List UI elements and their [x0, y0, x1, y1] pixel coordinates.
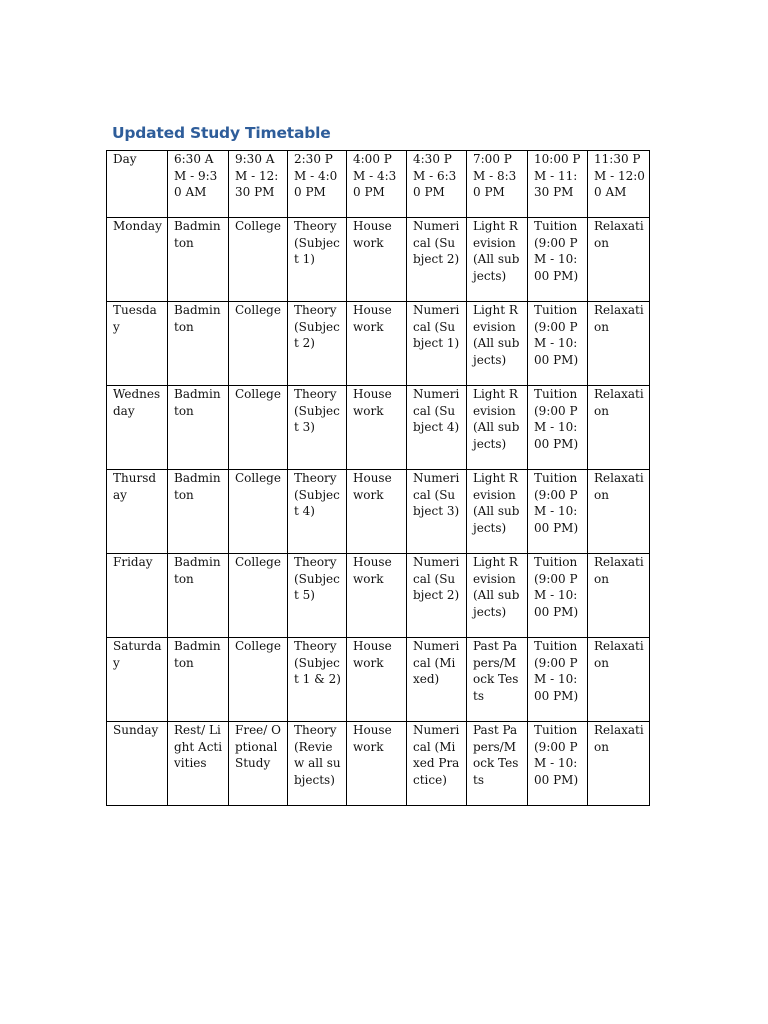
table-cell: Relaxation [588, 386, 650, 470]
table-cell: Numerical (Subject 3) [407, 470, 467, 554]
table-cell: Theory (Subject 4) [288, 470, 347, 554]
study-timetable [106, 150, 650, 806]
header-cell-day: Day [107, 151, 168, 218]
table-cell: Numerical (Subject 2) [407, 218, 467, 302]
table-cell: Numerical (Subject 2) [407, 554, 467, 638]
table-cell: College [229, 218, 288, 302]
table-cell: Light Revision (All subjects) [467, 554, 528, 638]
header-cell-slot-6: 7:00 PM - 8:30 PM [467, 151, 528, 218]
table-cell: Tuition (9:00 PM - 10:00 PM) [528, 386, 588, 470]
table-cell: Tuition (9:00 PM - 10:00 PM) [528, 554, 588, 638]
header-cell-slot-4: 4:00 PM - 4:30 PM [347, 151, 407, 218]
table-cell: Free/ Optional Study [229, 722, 288, 806]
table-cell: House work [347, 470, 407, 554]
table-cell: Relaxation [588, 722, 650, 806]
table-row-monday [107, 218, 650, 302]
table-cell: Tuition (9:00 PM - 10:00 PM) [528, 218, 588, 302]
table-cell: Tuition (9:00 PM - 10:00 PM) [528, 722, 588, 806]
table-row-thursday [107, 470, 650, 554]
table-cell: Light Revision (All subjects) [467, 470, 528, 554]
table-cell: Relaxation [588, 638, 650, 722]
day-cell: Saturday [107, 638, 168, 722]
table-cell: College [229, 386, 288, 470]
table-row-tuesday [107, 302, 650, 386]
header-cell-slot-1: 6:30 AM - 9:30 AM [168, 151, 229, 218]
table-cell: Numerical (Subject 1) [407, 302, 467, 386]
table-cell: House work [347, 386, 407, 470]
table-cell: Badminton [168, 470, 229, 554]
table-cell: House work [347, 638, 407, 722]
table-cell: Badminton [168, 638, 229, 722]
day-cell: Monday [107, 218, 168, 302]
header-cell-slot-7: 10:00 PM - 11:30 PM [528, 151, 588, 218]
table-cell: Light Revision (All subjects) [467, 218, 528, 302]
table-cell: Relaxation [588, 470, 650, 554]
day-cell: Sunday [107, 722, 168, 806]
table-cell: College [229, 638, 288, 722]
table-cell: House work [347, 722, 407, 806]
table-cell: College [229, 470, 288, 554]
table-cell: College [229, 302, 288, 386]
table-cell: Light Revision (All subjects) [467, 302, 528, 386]
table-cell: Theory (Subject 3) [288, 386, 347, 470]
table-cell: Relaxation [588, 554, 650, 638]
table-row-sunday [107, 722, 650, 806]
table-cell: Rest/ Light Activities [168, 722, 229, 806]
table-cell: Theory (Subject 1) [288, 218, 347, 302]
table-cell: Badminton [168, 218, 229, 302]
header-cell-slot-3: 2:30 PM - 4:00 PM [288, 151, 347, 218]
table-cell: House work [347, 218, 407, 302]
table-cell: Theory (Subject 2) [288, 302, 347, 386]
table-cell: House work [347, 554, 407, 638]
table-cell: College [229, 554, 288, 638]
table-cell: Numerical (Mixed Practice) [407, 722, 467, 806]
document-title: Updated Study Timetable [112, 124, 331, 142]
header-cell-slot-5: 4:30 PM - 6:30 PM [407, 151, 467, 218]
table-cell: Badminton [168, 386, 229, 470]
table-cell: Badminton [168, 554, 229, 638]
day-cell: Tuesday [107, 302, 168, 386]
table-cell: Tuition (9:00 PM - 10:00 PM) [528, 638, 588, 722]
table-cell: Numerical (Subject 4) [407, 386, 467, 470]
table-cell: House work [347, 302, 407, 386]
day-cell: Wednesday [107, 386, 168, 470]
header-cell-slot-2: 9:30 AM - 12:30 PM [229, 151, 288, 218]
table-cell: Light Revision (All subjects) [467, 386, 528, 470]
table-cell: Tuition (9:00 PM - 10:00 PM) [528, 302, 588, 386]
table-cell: Relaxation [588, 302, 650, 386]
day-cell: Thursday [107, 470, 168, 554]
table-cell: Past Papers/Mock Tests [467, 722, 528, 806]
table-cell: Badminton [168, 302, 229, 386]
table-row-saturday [107, 638, 650, 722]
header-row [107, 151, 650, 218]
table-cell: Relaxation [588, 218, 650, 302]
header-cell-slot-8: 11:30 PM - 12:00 AM [588, 151, 650, 218]
table-cell: Theory (Subject 5) [288, 554, 347, 638]
day-cell: Friday [107, 554, 168, 638]
table-cell: Theory (Subject 1 & 2) [288, 638, 347, 722]
table-row-friday [107, 554, 650, 638]
table-row-wednesday [107, 386, 650, 470]
table-cell: Tuition (9:00 PM - 10:00 PM) [528, 470, 588, 554]
table-cell: Theory (Review all subjects) [288, 722, 347, 806]
table-cell: Numerical (Mixed) [407, 638, 467, 722]
table-cell: Past Papers/Mock Tests [467, 638, 528, 722]
